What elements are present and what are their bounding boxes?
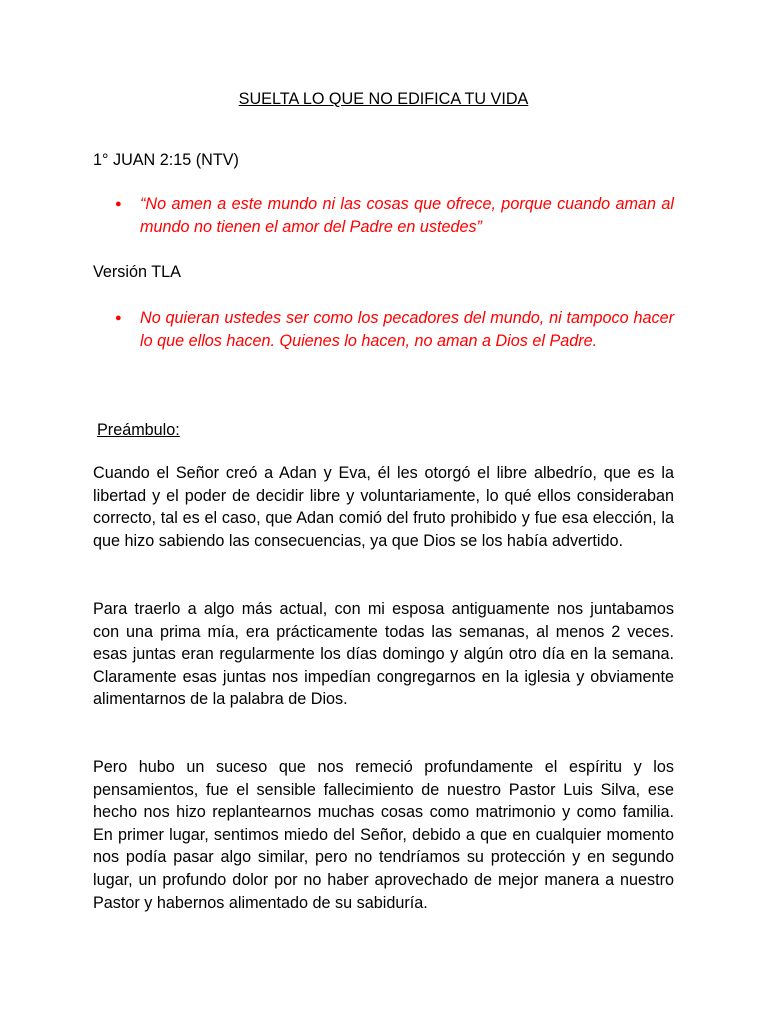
quote-list-tla — [93, 307, 674, 352]
quote-tla — [93, 307, 674, 352]
preamble-heading: Preámbulo: — [97, 421, 180, 439]
quote-tla-text: No quieran ustedes ser como los pecadores del mundo, ni tampoco hacer lo que ellos hacen. Quienes lo hacen, no aman a Dios el Padre. — [140, 309, 674, 350]
paragraph: Para traerlo a algo más actual, con mi esposa antiguamente nos juntabamos con una prima mía, era prácticamente todas las semanas, al menos 2 veces. esas juntas eran regularmente los días domingo y algún otro día en la semana. Claramente esas juntas nos impedían congregarnos en la iglesia y obviamente alimentarnos de la palabra de Dios. — [93, 600, 674, 709]
bullet-icon: ● — [115, 312, 122, 324]
quote-list-ntv — [93, 193, 674, 238]
document-page — [93, 88, 674, 912]
paragraph: Cuando el Señor creó a Adan y Eva, él les otorgó el libre albedrío, que es la libertad y el poder de decidir libre y voluntariamente, lo qué ellos consideraban correcto, tal es el caso, que Adan comió del fruto prohibido y fue esa elección, la que hizo sabiendo las consecuencias, ya que Dios se los había advertido. — [93, 464, 674, 550]
bullet-icon: ● — [115, 198, 122, 210]
quote-ntv — [93, 193, 674, 238]
scripture-reference: 1° JUAN 2:15 (NTV) — [93, 151, 239, 169]
document-title: SUELTA LO QUE NO EDIFICA TU VIDA — [238, 90, 529, 108]
paragraph: Pero hubo un suceso que nos remeció profundamente el espíritu y los pensamientos, fue el sensible fallecimiento de nuestro Pastor Luis Silva, ese hecho nos hizo replantearnos muchas cosas como matrimonio y como familia. En primer lugar, sentimos miedo del Señor, debido a que en cualquier momento nos podía pasar algo similar, pero no tendríamos su protección y en segundo lugar, un profundo dolor por no haber aprovechado de mejor manera a nuestro Pastor y habernos alimentado de su sabiduría. — [93, 758, 674, 912]
version-label: Versión TLA — [93, 263, 181, 281]
quote-ntv-text: “No amen a este mundo ni las cosas que ofrece, porque cuando aman al mundo no tienen el amor del Padre en ustedes” — [140, 195, 674, 236]
